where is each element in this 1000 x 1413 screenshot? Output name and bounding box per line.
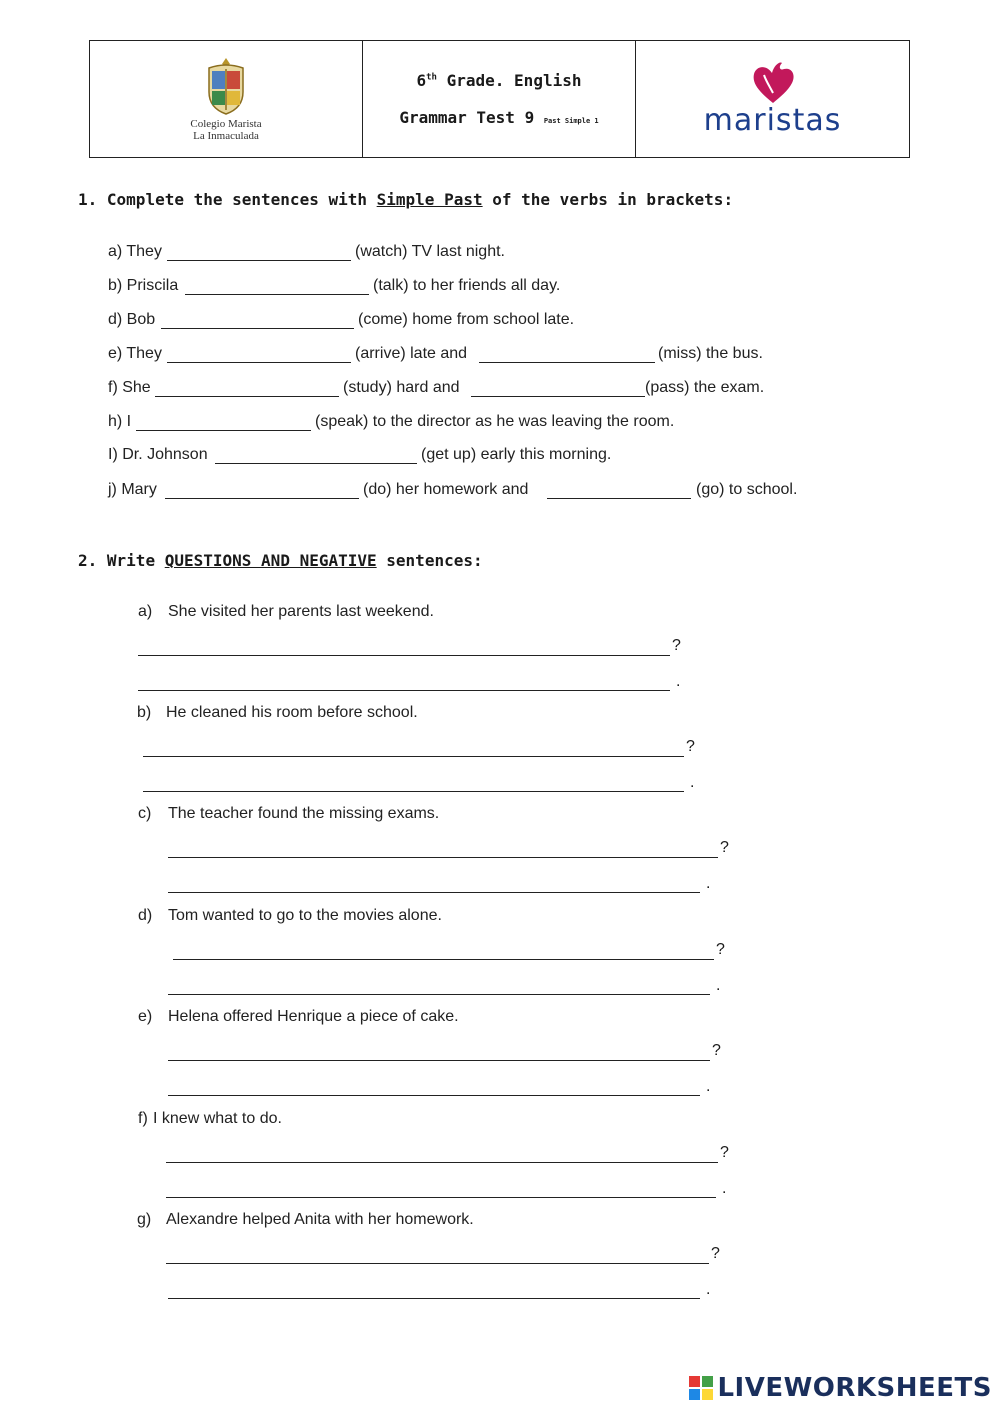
question-mark: ? (716, 941, 725, 958)
sentence-middle: (study) hard and (343, 379, 460, 396)
sentence-start: I) Dr. Johnson (108, 446, 208, 463)
header-table (89, 40, 910, 158)
item-label: c) (138, 805, 152, 822)
period-mark: . (716, 977, 721, 994)
liveworksheets-logo-icon (689, 1376, 713, 1400)
period-mark: . (722, 1180, 727, 1197)
school-name (190, 118, 261, 142)
title-cell (363, 41, 636, 157)
sentence-middle: (watch) TV last night. (355, 243, 505, 260)
negative-answer-line[interactable] (168, 994, 710, 995)
question-mark: ? (686, 738, 695, 755)
question-mark: ? (711, 1245, 720, 1262)
sentence-end: (miss) the bus. (658, 345, 763, 362)
question-answer-line[interactable] (173, 959, 714, 960)
school-crest-icon (203, 56, 249, 118)
period-mark: . (706, 1281, 711, 1298)
period-mark: . (706, 875, 711, 892)
answer-blank[interactable] (161, 328, 354, 329)
question-answer-line[interactable] (143, 756, 684, 757)
sentence-start: d) Bob (108, 311, 156, 328)
answer-blank[interactable] (167, 362, 351, 363)
negative-answer-line[interactable] (166, 1197, 716, 1198)
item-sentence: The teacher found the missing exams. (168, 805, 440, 822)
item-sentence: Helena offered Henrique a piece of cake. (168, 1008, 459, 1025)
item-sentence: I knew what to do. (153, 1110, 282, 1127)
test-title: Grammar Test 9 Past Simple 1 (399, 108, 599, 127)
question-mark: ? (672, 637, 681, 654)
answer-blank[interactable] (136, 430, 311, 431)
negative-answer-line[interactable] (138, 690, 670, 691)
question-answer-line[interactable] (138, 655, 670, 656)
section1-heading: 1. Complete the sentences with Simple Past of the verbs in brackets: (78, 190, 734, 209)
sentence-middle: (come) home from school late. (358, 311, 575, 328)
grade-title: 6th Grade. English (416, 71, 582, 90)
negative-answer-line[interactable] (168, 1095, 700, 1096)
sentence-start: b) Priscila (108, 277, 179, 294)
sentence-start: j) Mary (108, 481, 157, 498)
liveworksheets-brand: LIVEWORKSHEETS (717, 1373, 992, 1403)
sentence-start: f) She (108, 379, 151, 396)
item-label: d) (138, 907, 153, 924)
answer-blank[interactable] (185, 294, 369, 295)
item-label: b) (137, 704, 152, 721)
sentence-start: a) They (108, 243, 162, 260)
school-name-line2: La Inmaculada (193, 130, 259, 142)
question-mark: ? (712, 1042, 721, 1059)
sentence-middle: (do) her homework and (363, 481, 529, 498)
question-answer-line[interactable] (168, 857, 718, 858)
liveworksheets-footer (689, 1373, 992, 1403)
question-mark: ? (720, 1144, 729, 1161)
sentence-middle: (talk) to her friends all day. (373, 277, 561, 294)
item-sentence: Alexandre helped Anita with her homework. (166, 1211, 474, 1228)
item-label: f) (138, 1110, 148, 1127)
item-sentence: She visited her parents last weekend. (168, 603, 434, 620)
answer-blank[interactable] (547, 498, 691, 499)
negative-answer-line[interactable] (168, 1298, 700, 1299)
question-answer-line[interactable] (168, 1060, 710, 1061)
negative-answer-line[interactable] (168, 892, 700, 893)
sentence-end: (pass) the exam. (645, 379, 765, 396)
question-mark: ? (720, 839, 729, 856)
item-label: a) (138, 603, 153, 620)
sentence-middle: (speak) to the director as he was leaving the room. (315, 413, 675, 430)
period-mark: . (690, 774, 695, 791)
answer-blank[interactable] (471, 396, 645, 397)
sentence-end: (go) to school. (696, 481, 798, 498)
item-sentence: Tom wanted to go to the movies alone. (168, 907, 442, 924)
brand-cell (636, 41, 909, 157)
brand-name: maristas (703, 102, 842, 138)
sentence-middle: (get up) early this morning. (421, 446, 612, 463)
item-sentence: He cleaned his room before school. (166, 704, 418, 721)
question-answer-line[interactable] (166, 1162, 718, 1163)
period-mark: . (676, 673, 681, 690)
answer-blank[interactable] (479, 362, 655, 363)
heart-logo-icon (748, 61, 798, 105)
negative-answer-line[interactable] (143, 791, 684, 792)
question-answer-line[interactable] (166, 1263, 709, 1264)
item-label: g) (137, 1211, 152, 1228)
answer-blank[interactable] (155, 396, 339, 397)
item-label: e) (138, 1008, 153, 1025)
sentence-start: e) They (108, 345, 162, 362)
school-logo-cell (90, 41, 363, 157)
answer-blank[interactable] (167, 260, 351, 261)
school-name-line1: Colegio Marista (190, 118, 262, 130)
period-mark: . (706, 1078, 711, 1095)
section2-heading: 2. Write QUESTIONS AND NEGATIVE sentences: (78, 551, 483, 570)
answer-blank[interactable] (215, 463, 417, 464)
answer-blank[interactable] (165, 498, 359, 499)
sentence-start: h) I (108, 413, 132, 430)
sentence-middle: (arrive) late and (355, 345, 468, 362)
